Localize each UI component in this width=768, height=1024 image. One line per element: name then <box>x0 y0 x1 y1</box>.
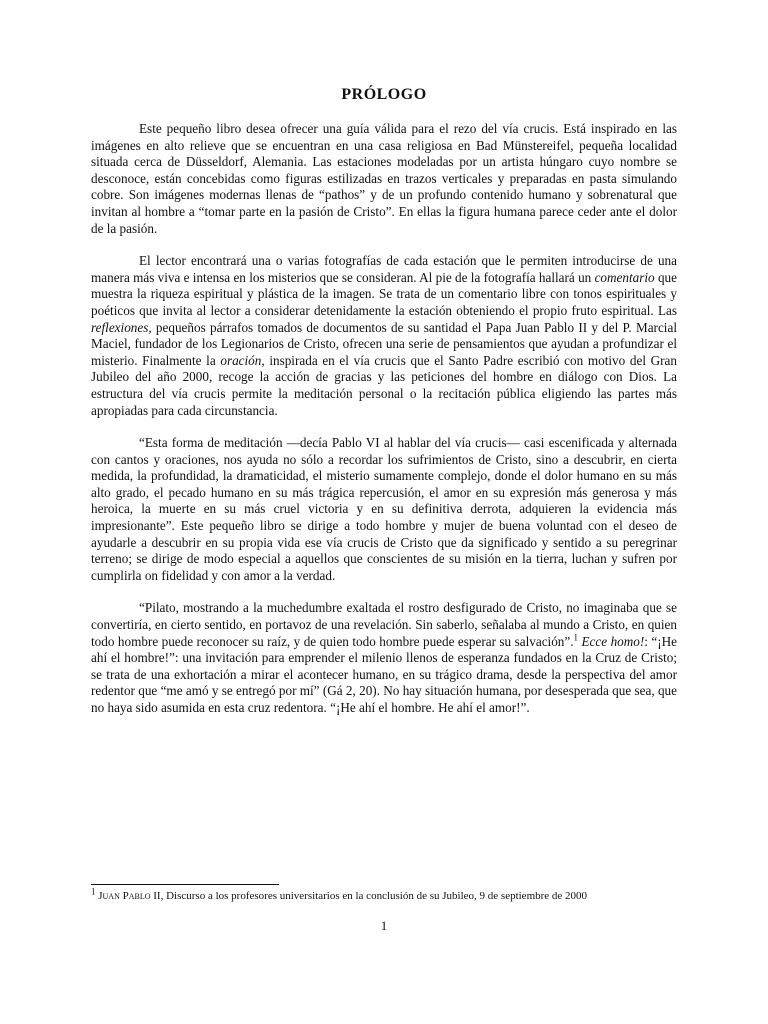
paragraph-2-part-3: pequeños párrafos tomados de documentos de su santidad el Papa Juan Pablo II y del P. Marcial Maciel, fundador de los Legionarios de Cristo, ofrecen una serie de pensamientos que ayudan a profundizar el misterio. Finalmente la <box>91 319 677 368</box>
footnote-author: Juan Pablo <box>98 890 151 902</box>
term-ecce-homo: Ecce homo! <box>581 633 645 649</box>
term-reflexiones: reflexiones, <box>91 319 152 335</box>
footnote-divider <box>91 884 279 885</box>
page-number: 1 <box>380 918 388 933</box>
body-text <box>91 121 677 717</box>
term-oracion: oración, <box>220 352 265 368</box>
paragraph-4-part-1: “Pilato, mostrando a la muchedumbre exaltada el rostro desfigurado de Cristo, no imaginaba que se convertiría, en cierto sentido, en portavoz de una revelación. Sin saberlo, señalaba al mundo a Cristo, en quien todo hombre puede reconocer su raíz, y de quien todo hombre puede esperar su salvación”. <box>91 600 677 649</box>
page-title: PRÓLOGO <box>341 86 427 103</box>
footnote-reference[interactable]: 1 <box>573 632 579 643</box>
footnote-text: II, Discurso a los profesores universitarios en la conclusión de su Jubileo, 9 de septiembre de 2000 <box>150 890 588 902</box>
paragraph-4-part-2: : “¡He ahí el hombre!”: una invitación para emprender el milenio llenos de esperanza fundados en la Cruz de Cristo; se trata de una exhortación a mirar el acontecer humano, en su trágico drama, desde la perspectiva del amor redentor que “me amó y se entregó por mí” (Gá 2, 20). No hay situación humana, por desesperada que sea, que no haya sido asumida en esta cruz redentora. “¡He ahí el hombre. He ahí el amor!”. <box>91 633 677 715</box>
paragraph-2-part-1: El lector encontrará una o varias fotografías de cada estación que le permiten introducirse de una manera más viva e intensa en los misterios que se consideran. Al pie de la fotografía hallará un <box>91 253 677 285</box>
paragraph-2-part-4: inspirada en el vía crucis que el Santo Padre escribió con motivo del Gran Jubileo del año 2000, recoge la acción de gracias y las peticiones del hombre en diálogo con Dios. La estructura del vía crucis permite la meditación personal o la recitación pública eligiendo las partes más apropiadas para cada circunstancia. <box>91 352 677 418</box>
footnote-marker: 1 <box>91 886 96 897</box>
paragraph-3: “Esta forma de meditación —decía Pablo VI al hablar del vía crucis— casi escenificada y alternada con cantos y oraciones, nos ayuda no sólo a recordar los sufrimientos de Cristo, sino a descubrir, en cierta medida, la profundidad, la dramaticidad, el misterio sumamente complejo, donde el dolor humano en su más alto grado, el pecado humano en su más trágica repercusión, el amor en su expresión más generosa y más heroica, la muerte en su más cruel victoria y en su definitiva derrota, adquieren la evidencia más impresionante”. Este pequeño libro se dirige a todo hombre y mujer de buena voluntad con el deseo de ayudarle a descubrir en su propia vida ese vía crucis de Cristo que da significado y sentido a su peregrinar terreno; se dirige de modo especial a aquellos que conscientes de su misión en la tierra, luchan y sufren por cumplirla on fidelidad y con amor a la verdad. <box>91 435 677 583</box>
footnote <box>91 886 677 904</box>
paragraph-2-part-2: que muestra la riqueza espiritual y plástica de la imagen. Se trata de un comentario libre con tonos espirituales y poéticos que invita al lector a considerar detenidamente la estación obteniendo el propio fruto espiritual. Las <box>91 269 677 318</box>
paragraph-4 <box>91 600 677 716</box>
paragraph-1: Este pequeño libro desea ofrecer una guía válida para el rezo del vía crucis. Está inspirado en las imágenes en alto relieve que se encuentran en una casa religiosa en Bad Münstereifel, pequeña localidad situada cerca de Düsseldorf, Alemania. Las estaciones modeladas por un artista húngaro cuyo nombre se desconoce, están concebidas como figuras estilizadas en trazos verticales y preparadas en pasta simulando cobre. Son imágenes modernas llenas de “pathos” y de un profundo contenido humano y sobrenatural que invitan al hombre a “tomar parte en la pasión de Cristo”. En ellas la figura humana parece ceder ante el dolor de la pasión. <box>91 121 677 236</box>
paragraph-2 <box>91 253 677 419</box>
term-comentario: comentario <box>594 269 655 285</box>
